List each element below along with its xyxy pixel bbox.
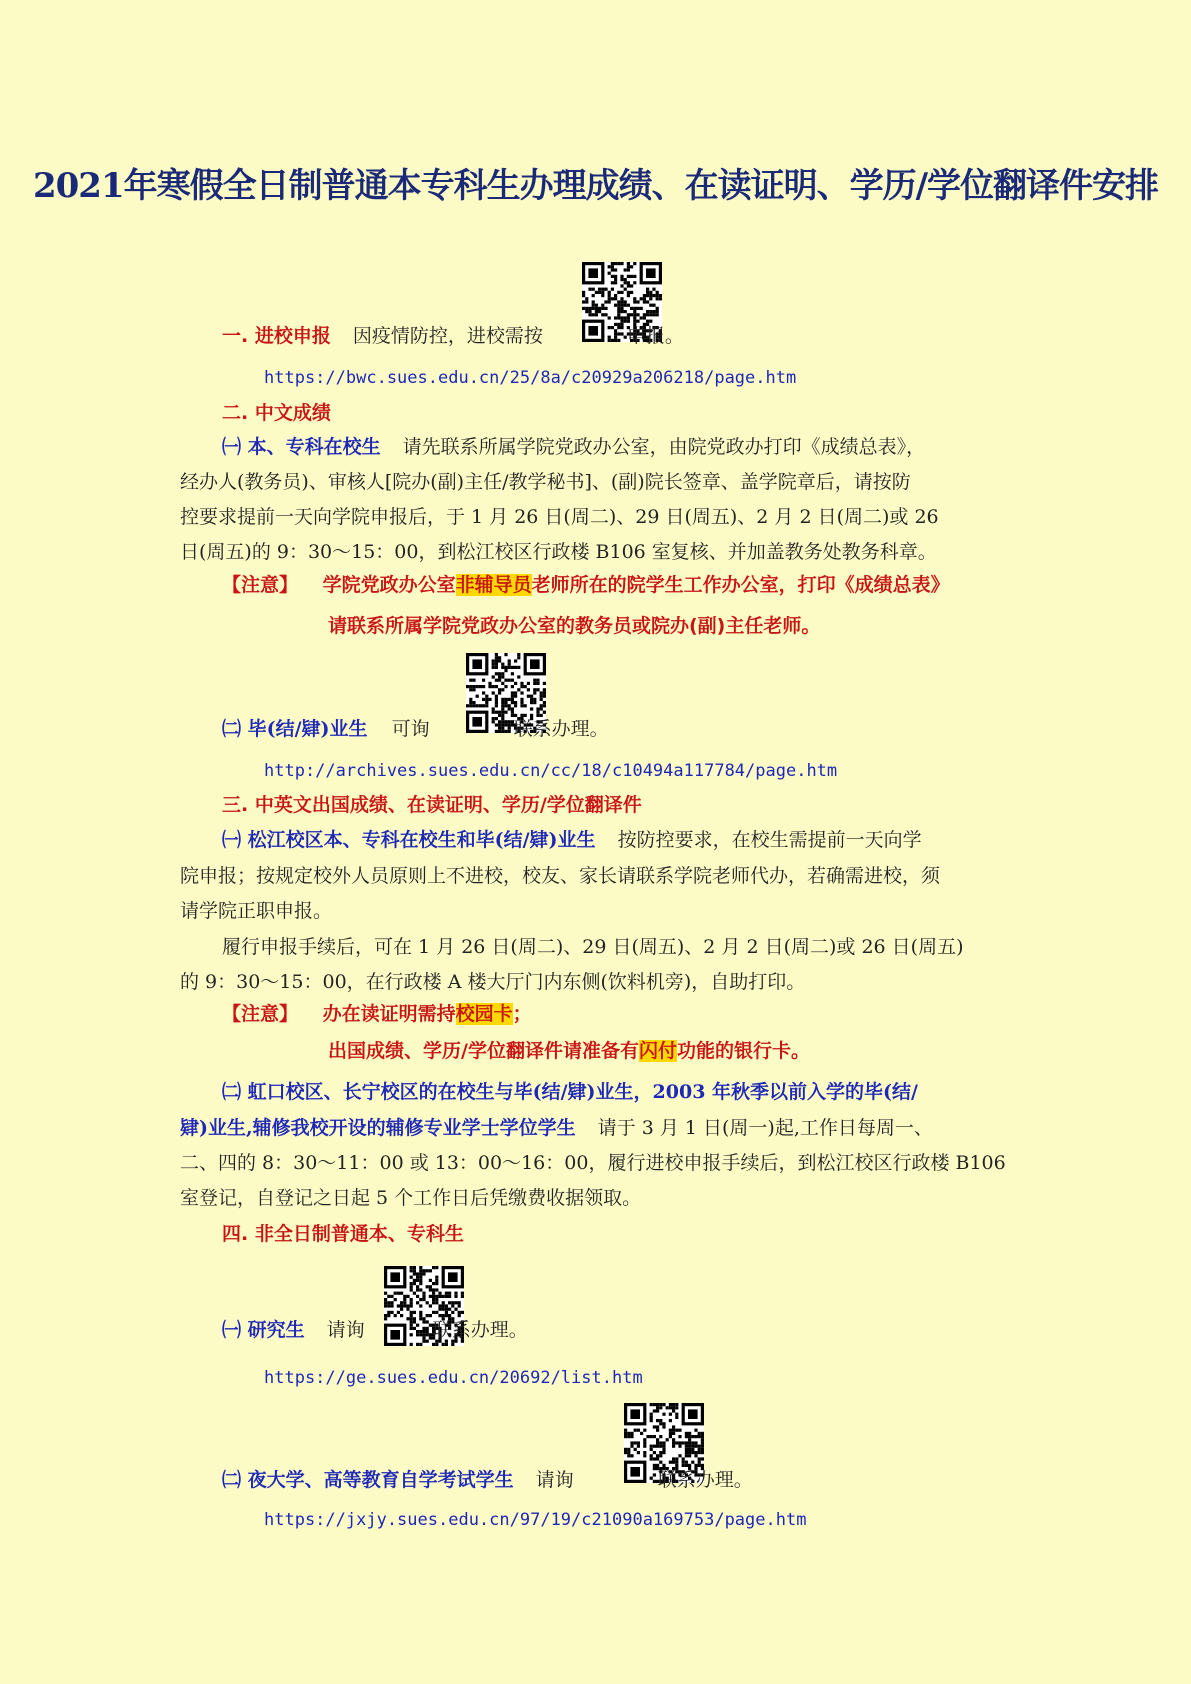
section-1-link[interactable]: https://bwc.sues.edu.cn/25/8a/c20929a206218/page.htm bbox=[264, 368, 797, 388]
section-2-sub1-label: ㈠ 本、专科在校生 bbox=[222, 436, 381, 458]
section-2-sub2-text-a: 可询 bbox=[391, 718, 430, 740]
section-3-sub2-line3: 二、四的 8：30～11：00 或 13：00～16：00，履行进校申报手续后，到松江校区行政楼 B106 bbox=[180, 1152, 1006, 1174]
section-2-sub1-line4: 日(周五)的 9：30～15：00，到松江校区行政楼 B106 室复核、并加盖教务处教务科章。 bbox=[180, 541, 937, 563]
section-1-text-a: 因疫情防控，进校需按 bbox=[352, 325, 543, 347]
highlight-campus-card: 校园卡 bbox=[455, 1003, 513, 1025]
section-1-text-b: 申报。 bbox=[626, 325, 684, 347]
section-4-sub1-text-b: 联系办理。 bbox=[432, 1319, 528, 1341]
note-label: 【注意】 bbox=[222, 1003, 299, 1025]
section-2-heading: 二. 中文成绩 bbox=[222, 402, 331, 424]
note-text-b: 老师所在的院学生工作办公室，打印《成绩总表》 bbox=[531, 574, 950, 596]
section-2-sub1-line2: 经办人(教务员)、审核人[院办(副)主任/教学秘书]、(副)院长签章、盖学院章后，请按防 bbox=[180, 471, 911, 493]
section-4-heading: 四. 非全日制普通本、专科生 bbox=[222, 1223, 464, 1245]
section-2-sub1-line1 bbox=[222, 435, 925, 459]
section-3-sub1-line5: 的 9：30～15：00，在行政楼 A 楼大厅门内东侧(饮料机旁)，自助打印。 bbox=[180, 971, 806, 993]
section-3-sub1-line2: 院申报；按规定校外人员原则上不进校，校友、家长请联系学院老师代办，若确需进校，须 bbox=[180, 865, 941, 887]
section-1-heading: 一. 进校申报 bbox=[222, 325, 331, 347]
note-text-a: 办在读证明需持 bbox=[322, 1003, 456, 1025]
section-4-sub1-text-a: 请询 bbox=[326, 1319, 365, 1341]
section-2-link[interactable]: http://archives.sues.edu.cn/cc/18/c10494a117784/page.htm bbox=[264, 761, 838, 781]
section-3-sub1-text: 按防控要求，在校生需提前一天向学 bbox=[617, 829, 922, 851]
section-2-sub1-line3: 控要求提前一天向学院申报后，于 1 月 26 日(周二)、29 日(周五)、2 月 2 日(周二)或 26 bbox=[180, 506, 939, 528]
section-4-sub2 bbox=[222, 1468, 753, 1492]
section-2-sub2-text-b: 联系办理。 bbox=[513, 718, 609, 740]
section-4-link-2[interactable]: https://jxjy.sues.edu.cn/97/19/c21090a169753/page.htm bbox=[264, 1510, 807, 1530]
section-2-sub1-text: 请先联系所属学院党政办公室，由院党政办打印《成绩总表》， bbox=[402, 436, 926, 458]
note-text-a: 学院党政办公室 bbox=[322, 574, 456, 596]
section-3-note-line2 bbox=[328, 1039, 810, 1063]
section-2-sub2-label: ㈡ 毕(结/肄)业生 bbox=[222, 718, 368, 740]
section-4-sub1 bbox=[222, 1318, 528, 1342]
section-3-sub2-label-line1: ㈡ 虹口校区、长宁校区的在校生与毕(结/肄)业生，2003 年秋季以前入学的毕(结/ bbox=[222, 1081, 918, 1103]
note-label: 【注意】 bbox=[222, 574, 299, 596]
section-2-note-line2: 请联系所属学院党政办公室的教务员或院办(副)主任老师。 bbox=[328, 615, 821, 637]
section-2-note bbox=[222, 573, 950, 597]
section-3-sub1-line3: 请学院正职申报。 bbox=[180, 900, 333, 922]
section-3-sub1-line4: 履行申报手续后，可在 1 月 26 日(周二)、29 日(周五)、2 月 2 日(周二)或 26 日(周五) bbox=[222, 936, 964, 958]
section-4-sub2-label: ㈡ 夜大学、高等教育自学考试学生 bbox=[222, 1469, 514, 1491]
note-text-b: ； bbox=[512, 1003, 532, 1025]
note2-text-a: 出国成绩、学历/学位翻译件请准备有 bbox=[328, 1040, 639, 1062]
section-3-sub2-line2 bbox=[180, 1116, 933, 1140]
section-3-sub1-line1 bbox=[222, 828, 922, 852]
section-1 bbox=[222, 324, 684, 348]
section-3-heading: 三. 中英文出国成绩、在读证明、学历/学位翻译件 bbox=[222, 794, 642, 816]
highlight-non-counselor: 非辅导员 bbox=[455, 574, 532, 596]
page-title: 2021年寒假全日制普通本专科生办理成绩、在读证明、学历/学位翻译件安排 bbox=[32, 166, 1159, 206]
section-4-link-1[interactable]: https://ge.sues.edu.cn/20692/list.htm bbox=[264, 1368, 643, 1388]
section-3-sub1-label: ㈠ 松江校区本、专科在校生和毕(结/肄)业生 bbox=[222, 829, 596, 851]
section-4-sub1-label: ㈠ 研究生 bbox=[222, 1319, 305, 1341]
highlight-quickpass: 闪付 bbox=[638, 1040, 677, 1062]
section-3-note bbox=[222, 1002, 532, 1026]
section-4-sub2-text-b: 联系办理。 bbox=[657, 1469, 753, 1491]
section-3-sub2-line4: 室登记，自登记之日起 5 个工作日后凭缴费收据领取。 bbox=[180, 1187, 642, 1209]
note2-text-b: 功能的银行卡。 bbox=[676, 1040, 810, 1062]
section-4-sub2-text-a: 请询 bbox=[535, 1469, 574, 1491]
section-3-sub2-label-line2: 肄)业生,辅修我校开设的辅修专业学士学位学生 bbox=[180, 1117, 576, 1139]
section-2-sub2 bbox=[222, 717, 609, 741]
section-3-sub2-text: 请于 3 月 1 日(周一)起,工作日每周一、 bbox=[597, 1117, 933, 1139]
